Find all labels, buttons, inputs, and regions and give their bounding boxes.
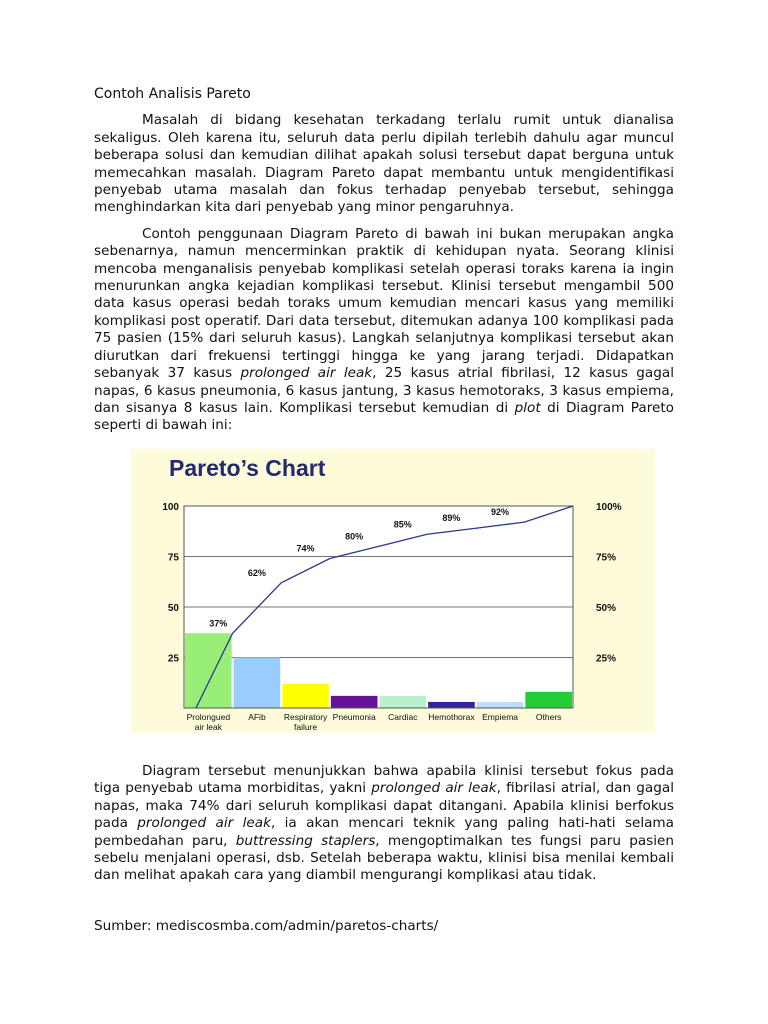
- cumulative-label: 62%: [247, 567, 266, 578]
- para3-italic-term-1: prolonged air leak: [371, 780, 497, 797]
- bar: [477, 702, 524, 708]
- paragraph-intro: Masalah di bidang kesehatan terkadang terlalu rumit untuk dianalisa sekaligus. Oleh karena itu, seluruh data perlu dipilah terlebih dahulu agar muncul beberapa solusi dan kemudian dilihat apakah solusi tersebut dapat berguna untuk memecahkan masalah. Diagram Pareto dapat membantu untuk mengidentifikasi penyebab utama masalah dan fokus terhadap penyebab tersebut, sehingga menghindarkan kita dari penyebab yang minor pengaruhnya.: [94, 112, 674, 216]
- cumulative-label: 92%: [491, 507, 510, 518]
- para3-text-a: Diagram tersebut menunjukkan bahwa apabila klinisi tersebut fokus pada tiga penyebab utama morbiditas, yakni: [94, 763, 674, 797]
- para3-italic-term-2: prolonged air leak: [137, 815, 271, 832]
- conclusion-text: [94, 763, 674, 885]
- cumulative-label: 80%: [345, 531, 364, 542]
- category-label: Hemothorax: [428, 712, 475, 722]
- category-label: Prolongued: [186, 712, 231, 722]
- document-title: Contoh Analisis Pareto: [94, 86, 251, 102]
- pareto-chart-svg: [131, 449, 655, 733]
- para3-text-d: , mengoptimalkan tes fungsi paru pasien sebelu menjalani operasi, dsb. Setelah beberapa waktu, klinisi bisa menilai kembali dan melihat apakah cara yang diambil mengurangi komplikasi atau tidak.: [94, 832, 675, 884]
- y-tick-label: 25: [167, 653, 179, 665]
- category-label: Respiratory: [283, 712, 328, 722]
- document-body: [94, 86, 674, 435]
- y2-tick-label: 50%: [596, 603, 617, 614]
- para2-text-c: di Diagram Pareto seperti di bawah ini:: [94, 399, 674, 434]
- y2-tick-label: 25%: [596, 653, 617, 665]
- para2-text-b: , 25 kasus atrial fibrilasi, 12 kasus gagal napas, 6 kasus pneumonia, 6 kasus jantung, 3 kasus hemotoraks, 3 kasus empiema, dan sisanya 8 kasus lain. Komplikasi tersebut kemudian di: [94, 365, 674, 416]
- category-label: Pneumonia: [332, 712, 376, 722]
- para3-text-c: , ia akan mencari teknik yang paling hati-hati selama pembedahan paru,: [94, 815, 674, 849]
- chart-title: Pareto’s Chart: [169, 455, 326, 481]
- paragraph-example: [94, 226, 674, 435]
- bar: [428, 702, 475, 708]
- cumulative-label: 37%: [209, 618, 228, 629]
- source-link[interactable]: Sumber: mediscosmba.com/admin/paretos-charts/: [94, 918, 439, 934]
- bar: [525, 692, 572, 708]
- category-label: failure: [293, 722, 318, 732]
- y-tick-label: 75: [167, 552, 179, 564]
- cumulative-label: 74%: [296, 543, 315, 554]
- bar: [331, 696, 378, 708]
- para2-text-a: Contoh penggunaan Diagram Pareto di bawah ini bukan merupakan angka sebenarnya, namun mencerminkan praktik di kehidupan nyata. Seorang klinisi mencoba menganalisis penyebab komplikasi setelah operasi toraks karena ia ingin menurunkan angka kejadian komplikasi tersebut. Klinisi tersebut mengambil 500 data kasus operasi bedah toraks umum kemudian mencari kasus yang memiliki komplikasi post operatif. Dari data tersebut, ditemukan adanya 100 komplikasi pada 75 pasien (15% dari seluruh kasus). Langkah selanjutnya komplikasi tersebut akan diurutkan dari frekuensi tertinggi hingga ke yang jarang terjadi. Didapatkan sebanyak 37 kasus: [94, 225, 674, 382]
- para3-italic-term-3: buttressing staplers: [235, 832, 376, 849]
- bar: [234, 658, 281, 709]
- para2-italic-plot: plot: [514, 399, 541, 416]
- bar: [185, 633, 232, 708]
- category-label: Cardiac: [388, 712, 418, 722]
- paragraph-conclusion: [94, 763, 674, 885]
- pareto-chart: [131, 449, 655, 733]
- bar: [380, 696, 427, 708]
- category-label: AFib: [248, 712, 266, 722]
- category-label: air leak: [194, 722, 223, 732]
- cumulative-label: 85%: [393, 519, 412, 530]
- category-label: Empiema: [482, 712, 519, 722]
- bar: [282, 684, 329, 708]
- y-tick-label: 100: [162, 502, 179, 513]
- y2-tick-label: 100%: [596, 502, 622, 513]
- cumulative-label: 89%: [442, 513, 461, 524]
- para3-text-b: , fibrilasi atrial, dan gagal napas, maka 74% dari seluruh komplikasi dapat ditangani. Apabila klinisi berfokus pada: [94, 780, 674, 832]
- para2-italic-term: prolonged air leak: [240, 365, 373, 382]
- category-label: Others: [535, 712, 562, 722]
- y2-tick-label: 75%: [596, 552, 617, 564]
- y-tick-label: 50: [167, 603, 179, 614]
